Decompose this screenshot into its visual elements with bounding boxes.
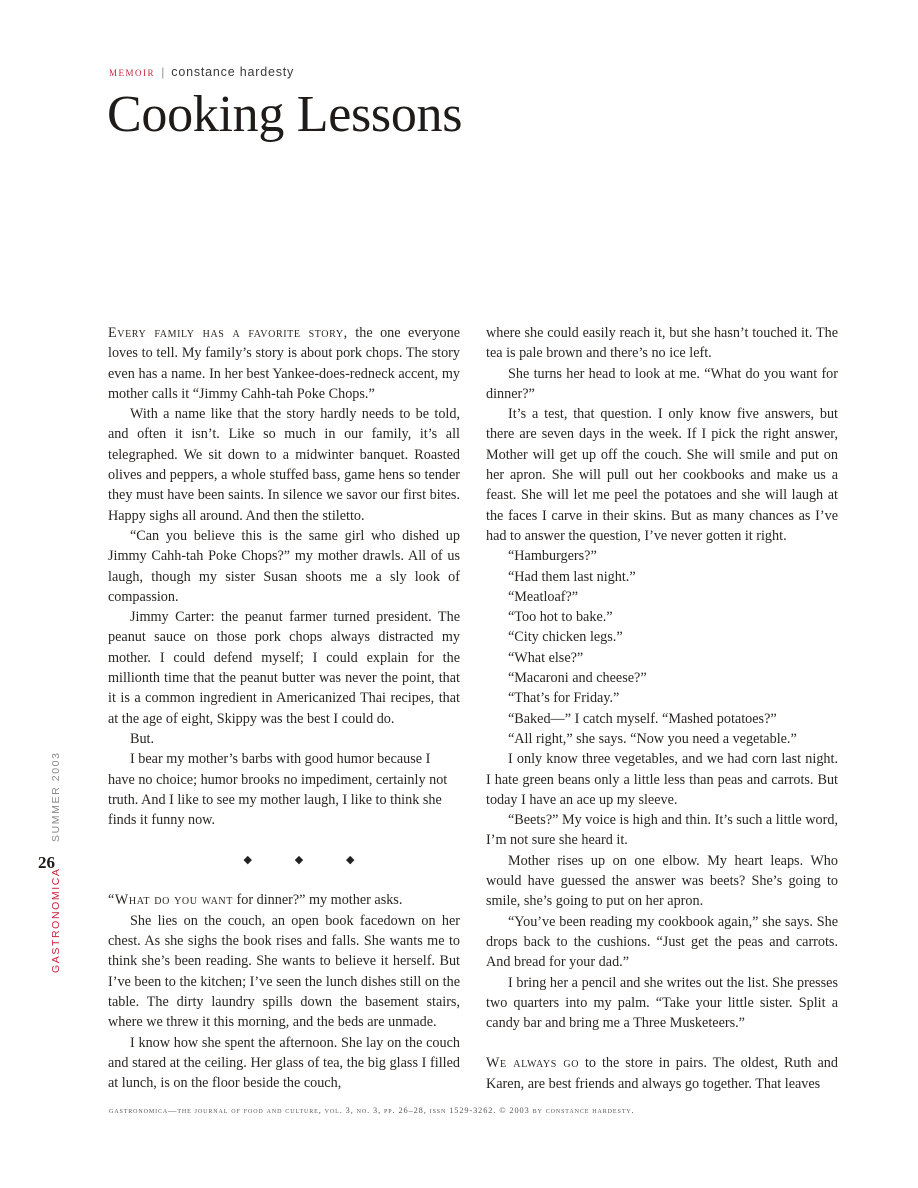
dialogue-line: “Baked—” I catch myself. “Mashed potatoes?” — [508, 710, 777, 727]
paragraph-text: for dinner?” my mother asks. — [232, 892, 403, 909]
dialogue-line: “What else?” — [508, 649, 584, 666]
left-column — [108, 323, 460, 1093]
paragraph: It’s a test, that question. I only know five answers, but there are seven days in the week. If I pick the right answer, Mother will get up off the couch. She will smile and put on her apron. She will pull out her cookbooks and make us a feast. She will let me peel the potatoes and she will laugh at the faces I carve in their skins. But as many chances as I’ve had to answer the question, I’ve never gotten it right. — [486, 406, 838, 544]
dialogue-line: “Macaroni and cheese?” — [508, 670, 647, 687]
paragraph-text: the one everyone loves to tell. My family’s story is about pork chops. The story even has a name. In her best Yankee-does-redneck accent, my mother calls it “Jimmy Cahh-tah Poke Chops.” — [108, 325, 460, 402]
paragraph: She lies on the couch, an open book facedown on her chest. As she sighs the book rises and falls. She wants me to think she’s been reading. She wants to believe it herself. But I’ve been to the kitchen; I’ve seen the lunch dishes still on the table. The dirty laundry spills down the basement stairs, where we threw it this morning, and the beds are unmade. — [108, 912, 460, 1031]
section-label: memoir — [109, 64, 156, 79]
paragraph — [486, 1053, 838, 1094]
lead-in: We always go — [486, 1055, 580, 1072]
paragraph: Mother rises up on one elbow. My heart leaps. Who would have guessed the answer was beets? She’s going to smile, she’s going to put on her apron. — [486, 852, 838, 910]
dialogue-line: “Too hot to bake.” — [508, 609, 613, 626]
paragraph: “Can you believe this is the same girl who dished up Jimmy Cahh-tah Poke Chops?” my mother drawls. All of us laugh, though my sister Susan shoots me a sly look of compassion. — [108, 527, 460, 605]
dialogue-line: “Meatloaf?” — [508, 588, 579, 605]
paragraph: Jimmy Carter: the peanut farmer turned president. The peanut sauce on those pork chops always distracted my mother. I could defend myself; I could explain for the millionth time that the peanut butter was never the point, that it is a common ingredient in Americanized Thai recipes, that at the age of eight, Skippy was the best I could do. — [108, 609, 460, 727]
section-break — [486, 1033, 838, 1053]
paragraph: With a name like that the story hardly needs to be told, and often it isn’t. Like so much in our family, it’s all telegraphed. We sit down to a midwinter banquet. Roasted olives and peppers, a whole stuffed bass, game hens so tender they must have been saints. In silence we savor our first bites. Happy sighs all around. And then the stiletto. — [108, 406, 460, 524]
paragraph — [108, 323, 460, 404]
journal-label: GASTRONOMICA — [50, 867, 62, 973]
article-title: Cooking Lessons — [107, 86, 463, 143]
section-divider: ◆ ◆ ◆ — [243, 854, 375, 867]
paragraph: “You’ve been reading my cookbook again,” she says. She drops back to the cushions. “Just get the peas and carrots. And bread for your dad.” — [486, 913, 838, 971]
paragraph: I bring her a pencil and she writes out the list. She presses two quarters into my palm. “Take your little sister. Split a candy bar and bring me a Three Musketeers.” — [486, 974, 838, 1032]
dialogue-line: “That’s for Friday.” — [508, 690, 620, 707]
dialogue-line: “City chicken legs.” — [508, 629, 623, 646]
page-number: 26 — [38, 853, 55, 872]
kicker-separator: | — [161, 65, 165, 79]
issue-label: SUMMER 2003 — [50, 751, 62, 842]
author-name: constance hardesty — [171, 65, 295, 79]
lead-in: “What do you want — [108, 892, 233, 909]
dialogue-line: “Hamburgers?” — [508, 548, 597, 565]
paragraph: I bear my mother’s barbs with good humor because I have no choice; humor brooks no impediment, certainly not truth. And I like to see my mother laugh, I like to think she finds it funny now. — [108, 751, 448, 829]
paragraph: I know how she spent the afternoon. She lay on the couch and stared at the ceiling. Her glass of tea, the big glass I filled at lunch, is on the floor beside the couch, — [108, 1034, 460, 1092]
right-column — [486, 323, 838, 1094]
dialogue-line: “All right,” she says. “Now you need a vegetable.” — [508, 730, 797, 747]
paragraph: where she could easily reach it, but she hasn’t touched it. The tea is pale brown and there’s no ice left. — [486, 325, 838, 362]
section-kicker — [109, 64, 294, 80]
paragraph: She turns her head to look at me. “What do you want for dinner?” — [486, 365, 838, 402]
citation-footer: gastronomica—the journal of food and culture, vol. 3, no. 3, pp. 26–28, issn 1529-3262. © 2003 by constance hardesty. — [109, 1106, 635, 1115]
dialogue-line: “Had them last night.” — [508, 568, 636, 585]
paragraph: “Beets?” My voice is high and thin. It’s such a little word, I’m not sure she heard it. — [486, 812, 838, 849]
lead-in: Every family has a favorite story, — [108, 325, 348, 341]
paragraph — [108, 890, 460, 910]
paragraph: I only know three vegetables, and we had corn last night. I hate green beans only a little less than peas and carrots. But today I have an ace up my sleeve. — [486, 751, 838, 808]
paragraph: But. — [130, 730, 155, 747]
paragraph-text: to the store in pairs. The oldest, Ruth and Karen, are best friends and always go together. That leaves — [486, 1055, 838, 1092]
